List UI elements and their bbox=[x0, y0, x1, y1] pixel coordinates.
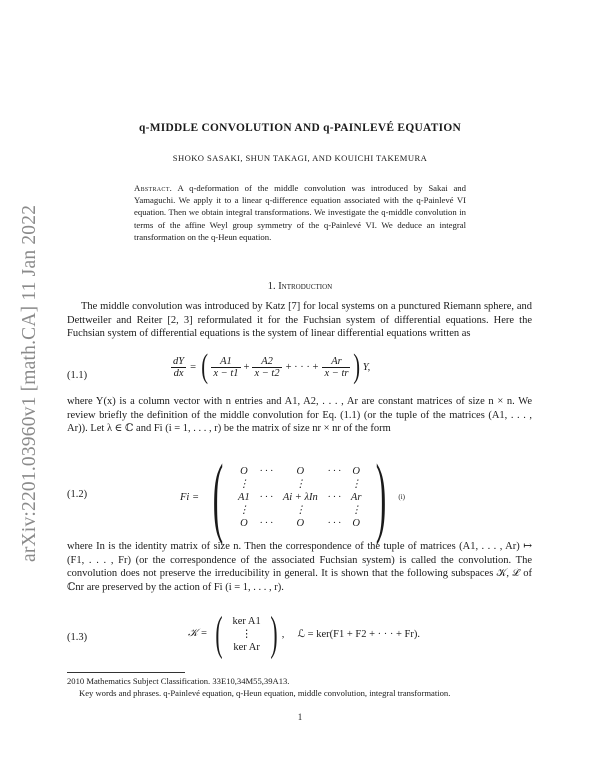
section-title: Introduction bbox=[278, 281, 333, 292]
paragraph-convolution: where In is the identity matrix of size n. Then the correspondence of the tuple of matrices (A1, . . . , Ar) ↦ (F1, . . . , Fr) (or the correspondence of the associated Fuchsian system) is called the convolution. The convolution does not preserve the irreducibility in general. It is shown that the following subspaces 𝒦, ℒ of ℂnr are preserved by the action of Fi (i = 1, . . . , r). bbox=[67, 541, 532, 593]
paragraph-intro: The middle convolution was introduced by Katz [7] for local systems on a punctured Riemann sphere, and Dettweiler and Reiter [2, 3] reformulated it for the Fuchsian system of differential equations. Here the Fuchsian system of differential equations is the system of linear differential equations written as bbox=[67, 301, 532, 340]
paper-authors: SHOKO SASAKI, SHUN TAKAGI, AND KOUICHI TAKEMURA bbox=[172, 153, 428, 163]
equation-1-1: $\frac{dY}{dx}$ = ( $\frac{A1}{x - t1}$ + $\frac{A2}{x - t2}$ + · · · + $\frac{Ar}{x - tr}$ ) Y, bbox=[173, 348, 371, 385]
arxiv-identifier: arXiv:2201.03960v1 [math.CA] 11 Jan 2022 bbox=[19, 204, 40, 562]
eq1-lhs-fraction: $\frac{dY}{dx}$ bbox=[173, 355, 185, 379]
paragraph-definition: where Y(x) is a column vector with n entries and A1, A2, . . . , Ar are constant matrices of size n × n. We review briefly the definition of the middle convolution for Eq. (1.1) (or the tuple of the matrices (A1, . . . , Ar)). Let λ ∈ ℂ and Fi (i = 1, . . . , r) be the matrix of size nr × nr of the form bbox=[67, 396, 532, 435]
footnote-msc: 2010 Mathematics Subject Classification. 33E10,34M55,39A13. bbox=[67, 676, 290, 686]
equation-1-3: 𝒦 = ( ker A1 ⋮ ker Ar ) , ℒ = ker(F1 + F2 + · · · + Fr). bbox=[188, 607, 421, 660]
equation-number-1-2: (1.2) bbox=[67, 489, 88, 500]
equation-1-2: Fi = ( O · · · O · · · O ⋮ ⋮ ⋮ A1 · · · Ai + λIn · · · Ar ⋮ ⋮ ⋮ O · · · O · · · O ) (i) bbox=[180, 447, 406, 546]
page-number: 1 bbox=[297, 712, 303, 722]
section-heading bbox=[0, 281, 600, 292]
footnote-keywords: Key words and phrases. q-Painlevé equation, q-Heun equation, middle convolution, integral transformation. bbox=[79, 688, 451, 698]
row-marker: (i) bbox=[398, 493, 406, 501]
section-number: 1. bbox=[267, 281, 276, 292]
kernel-vector: ker A1 ⋮ ker Ar bbox=[232, 615, 261, 653]
matrix-f-i: O · · · O · · · O ⋮ ⋮ ⋮ A1 · · · Ai + λIn · · · Ar ⋮ ⋮ ⋮ O · · · O · · · O bbox=[238, 465, 362, 529]
equation-number-1-1: (1.1) bbox=[67, 370, 88, 381]
equation-number-1-3: (1.3) bbox=[67, 632, 88, 643]
abstract-label: Abstract. bbox=[134, 183, 173, 193]
eq1-term-r: $\frac{Ar}{x - tr}$ bbox=[324, 355, 349, 379]
footnote-rule bbox=[67, 672, 185, 673]
paper-title: q-MIDDLE CONVOLUTION AND q-PAINLEVÉ EQUATION bbox=[138, 122, 462, 134]
abstract-text: A q-deformation of the middle convolution was introduced by Sakai and Yamaguchi. We apply it to a linear q-difference equation associated with the q-Painlevé VI equation. Then we obtain integral transformations. We investigate the q-middle convolution in terms of the affine Weyl group symmetry of the q-Painlevé VI. We deduce an integral transformation on the q-Heun equation. bbox=[134, 183, 466, 242]
eq1-term-1: $\frac{A1}{x - t1}$ bbox=[213, 355, 239, 379]
abstract bbox=[134, 182, 466, 243]
eq1-term-2: $\frac{A2}{x - t2}$ bbox=[254, 355, 280, 379]
